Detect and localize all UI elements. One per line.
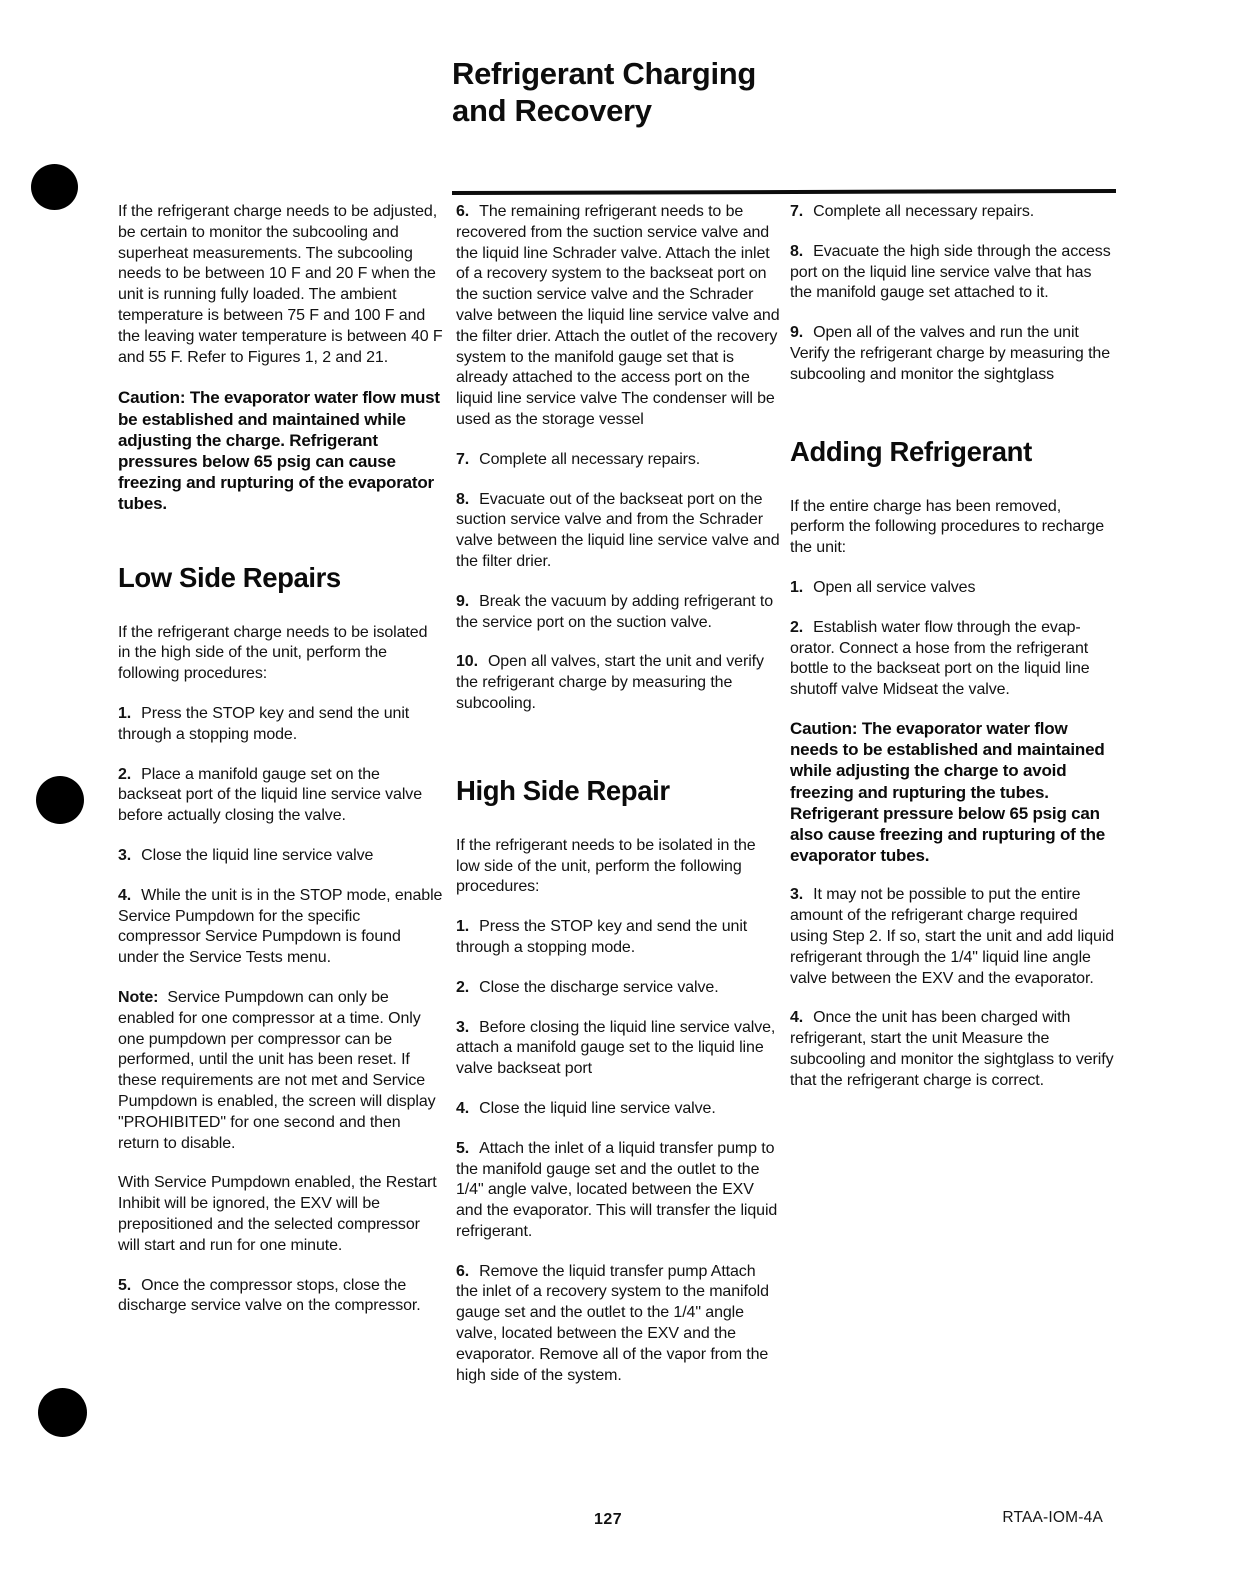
step-number: 9. [456, 592, 470, 610]
section-lead-paragraph: If the refrigerant needs to be isolated in the low side of the unit, perform the following procedures: [456, 836, 756, 896]
step-number: 2. [456, 978, 470, 996]
punch-hole-icon [38, 1388, 87, 1437]
numbered-step [456, 1099, 781, 1120]
step-text: Complete all necessary repairs. [813, 203, 1035, 220]
numbered-step [456, 1139, 781, 1243]
section-lead-paragraph: If the refrigerant charge needs to be isolated in the high side of the unit, perform the following procedures: [118, 623, 428, 683]
numbered-step [456, 917, 781, 959]
numbered-step [790, 202, 1115, 223]
step-text: Before closing the liquid line service valve, attach a manifold gauge set to the liquid line valve backseat port [456, 1018, 776, 1078]
step-text: Complete all necessary repairs. [479, 450, 701, 468]
title-divider-rule [452, 189, 1116, 195]
punch-hole-icon [31, 164, 78, 210]
numbered-step [118, 846, 443, 867]
step-number: 10. [456, 653, 478, 671]
step-text: Open all valves, start the unit and verify the refrigerant charge by measuring the subcooling. [456, 653, 764, 712]
step-text: Establish water flow through the evap-orator. Connect a hose from the refrigerant bottle to the backseat port on the liquid line shutoff valve Midseat the valve. [790, 618, 1090, 699]
numbered-step [118, 704, 443, 746]
step-number: 6. [456, 203, 470, 220]
numbered-step [790, 578, 1115, 599]
step-number: 4. [118, 886, 132, 904]
punch-hole-icon [36, 776, 84, 824]
step-number: 7. [790, 203, 804, 220]
step-text: Remove the liquid transfer pump Attach the inlet of a recovery system to the manifold gauge set and the outlet to the 1/4" angle valve, located between the EXV and the evaporator. Remove all of the vapor from the high side of the system. [456, 1262, 769, 1384]
numbered-step [456, 592, 781, 634]
numbered-step [790, 1008, 1115, 1091]
numbered-step [118, 765, 443, 827]
caution-paragraph: Caution: The evaporator water flow must be established and maintained while adjusting the charge. Refrigerant pressures below 65 psig can cause freezing and rupturing of the evaporator tubes. [118, 388, 440, 514]
step-number: 9. [790, 324, 804, 342]
pumpdown-paragraph: With Service Pumpdown enabled, the Restart Inhibit will be ignored, the EXV will be prepositioned and the selected compressor will start and run for one minute. [118, 1174, 437, 1254]
step-number: 4. [790, 1009, 804, 1027]
step-number: 1. [790, 578, 804, 596]
numbered-step [456, 978, 781, 999]
note-label: Note: [118, 988, 159, 1006]
numbered-step [790, 885, 1115, 989]
page-title [452, 55, 1112, 129]
step-number: 2. [118, 765, 132, 783]
numbered-step [118, 886, 443, 969]
step-text: While the unit is in the STOP mode, enable Service Pumpdown for the specific compressor Service Pumpdown is found under the Service Tests menu. [118, 886, 443, 967]
numbered-step [790, 242, 1115, 304]
step-text: The remaining refrigerant needs to be recovered from the suction service valve and the liquid line Schrader valve. Attach the inlet of a recovery system to the backseat port on the suction service valve and the Schrader valve between the liquid line service valve and the filter drier. Attach the outlet of the recovery system to the manifold gauge set that is already attached to the access port on the liquid line service valve The condenser will be used as the storage vessel [456, 203, 780, 428]
step-number: 4. [456, 1099, 470, 1117]
numbered-step [790, 618, 1115, 701]
step-text: Press the STOP key and send the unit through a stopping mode. [456, 918, 748, 956]
numbered-step [456, 202, 781, 431]
step-number: 3. [790, 886, 804, 904]
section-heading-adding-refrigerant: Adding Refrigerant [790, 435, 1032, 467]
step-number: 2. [790, 618, 804, 636]
document-code: RTAA-IOM-4A [1002, 1509, 1103, 1526]
step-text: Evacuate out of the backseat port on the suction service valve and from the Schrader valve between the liquid line service valve and the filter drier. [456, 490, 780, 570]
numbered-step [790, 323, 1115, 385]
step-text: Evacuate the high side through the access port on the liquid line service valve that has the manifold gauge set attached to it. [790, 242, 1111, 302]
step-text: Attach the inlet of a liquid transfer pump to the manifold gauge set and the outlet to the 1/4" angle valve, located between the EXV and the evaporator. This will transfer the liquid refrigerant. [456, 1139, 778, 1240]
step-text: Place a manifold gauge set on the backseat port of the liquid line service valve before actually closing the valve. [118, 765, 423, 825]
step-text: Break the vacuum by adding refrigerant to the service port on the suction valve. [456, 592, 774, 631]
page-title-line-2: and Recovery [452, 93, 652, 128]
caution-paragraph: Caution: The evaporator water flow needs to be established and maintained while adjusting the charge to avoid freezing and rupturing the tubes. Refrigerant pressure below 65 psig can also cause freezing and rupturing of the evaporator tubes. [790, 718, 1106, 866]
page-title-line-1: Refrigerant Charging [452, 56, 757, 91]
note-paragraph [118, 988, 443, 1154]
numbered-step [456, 1018, 781, 1080]
column-right [790, 202, 1115, 1111]
intro-paragraph: If the refrigerant charge needs to be adjusted, be certain to monitor the subcooling and superheat measurements. The subcooling needs to be between 10 F and 20 F when the unit is running fully loaded. The ambient temperature is between 75 F and 100 F and the leaving water temperature is between 40 F and 55 F. Refer to Figures 1, 2 and 21. [118, 203, 443, 366]
column-left [118, 202, 443, 1336]
step-number: 7. [456, 450, 470, 468]
numbered-step [118, 1276, 443, 1318]
numbered-step [456, 652, 781, 714]
numbered-step [456, 450, 781, 471]
step-text: Once the unit has been charged with refrigerant, start the unit Measure the subcooling and monitor the sightglass to verify that the refrigerant charge is correct. [790, 1009, 1114, 1089]
step-number: 6. [456, 1262, 470, 1280]
step-text: Close the liquid line service valve [141, 846, 374, 864]
step-text: Press the STOP key and send the unit through a stopping mode. [118, 704, 410, 743]
numbered-step [456, 1262, 781, 1387]
section-lead-paragraph: If the entire charge has been removed, perform the following procedures to recharge the unit: [790, 497, 1104, 557]
section-heading-low-side-repairs: Low Side Repairs [118, 561, 341, 593]
step-number: 8. [790, 242, 804, 260]
step-number: 1. [118, 704, 132, 722]
step-text: Open all service valves [813, 578, 976, 596]
step-text: Open all of the valves and run the unit Verify the refrigerant charge by measuring the subcooling and monitor the sightglass [790, 324, 1111, 383]
step-text: Close the liquid line service valve. [479, 1099, 716, 1117]
step-number: 3. [456, 1018, 470, 1036]
step-number: 5. [118, 1276, 132, 1294]
page-number: 127 [594, 1511, 623, 1528]
step-text: It may not be possible to put the entire amount of the refrigerant charge required using Step 2. If so, start the unit and add liquid refrigerant through the 1/4" liquid line angle valve between the EXV and the evaporator. [790, 886, 1115, 987]
note-text: Service Pumpdown can only be enabled for one compressor at a time. Only one pumpdown per compressor can be performed, until the unit has been reset. If these requirements are not met and Service Pumpdown is enabled, the screen will display "PROHIBITED" for one second and then return to disable. [118, 988, 436, 1152]
column-center [456, 202, 781, 1405]
step-text: Once the compressor stops, close the discharge service valve on the compressor. [118, 1276, 421, 1315]
section-heading-high-side-repair: High Side Repair [456, 774, 670, 806]
step-number: 1. [456, 918, 470, 936]
numbered-step [456, 490, 781, 573]
step-number: 5. [456, 1139, 470, 1157]
step-text: Close the discharge service valve. [479, 978, 719, 996]
step-number: 8. [456, 490, 470, 508]
step-number: 3. [118, 846, 132, 864]
